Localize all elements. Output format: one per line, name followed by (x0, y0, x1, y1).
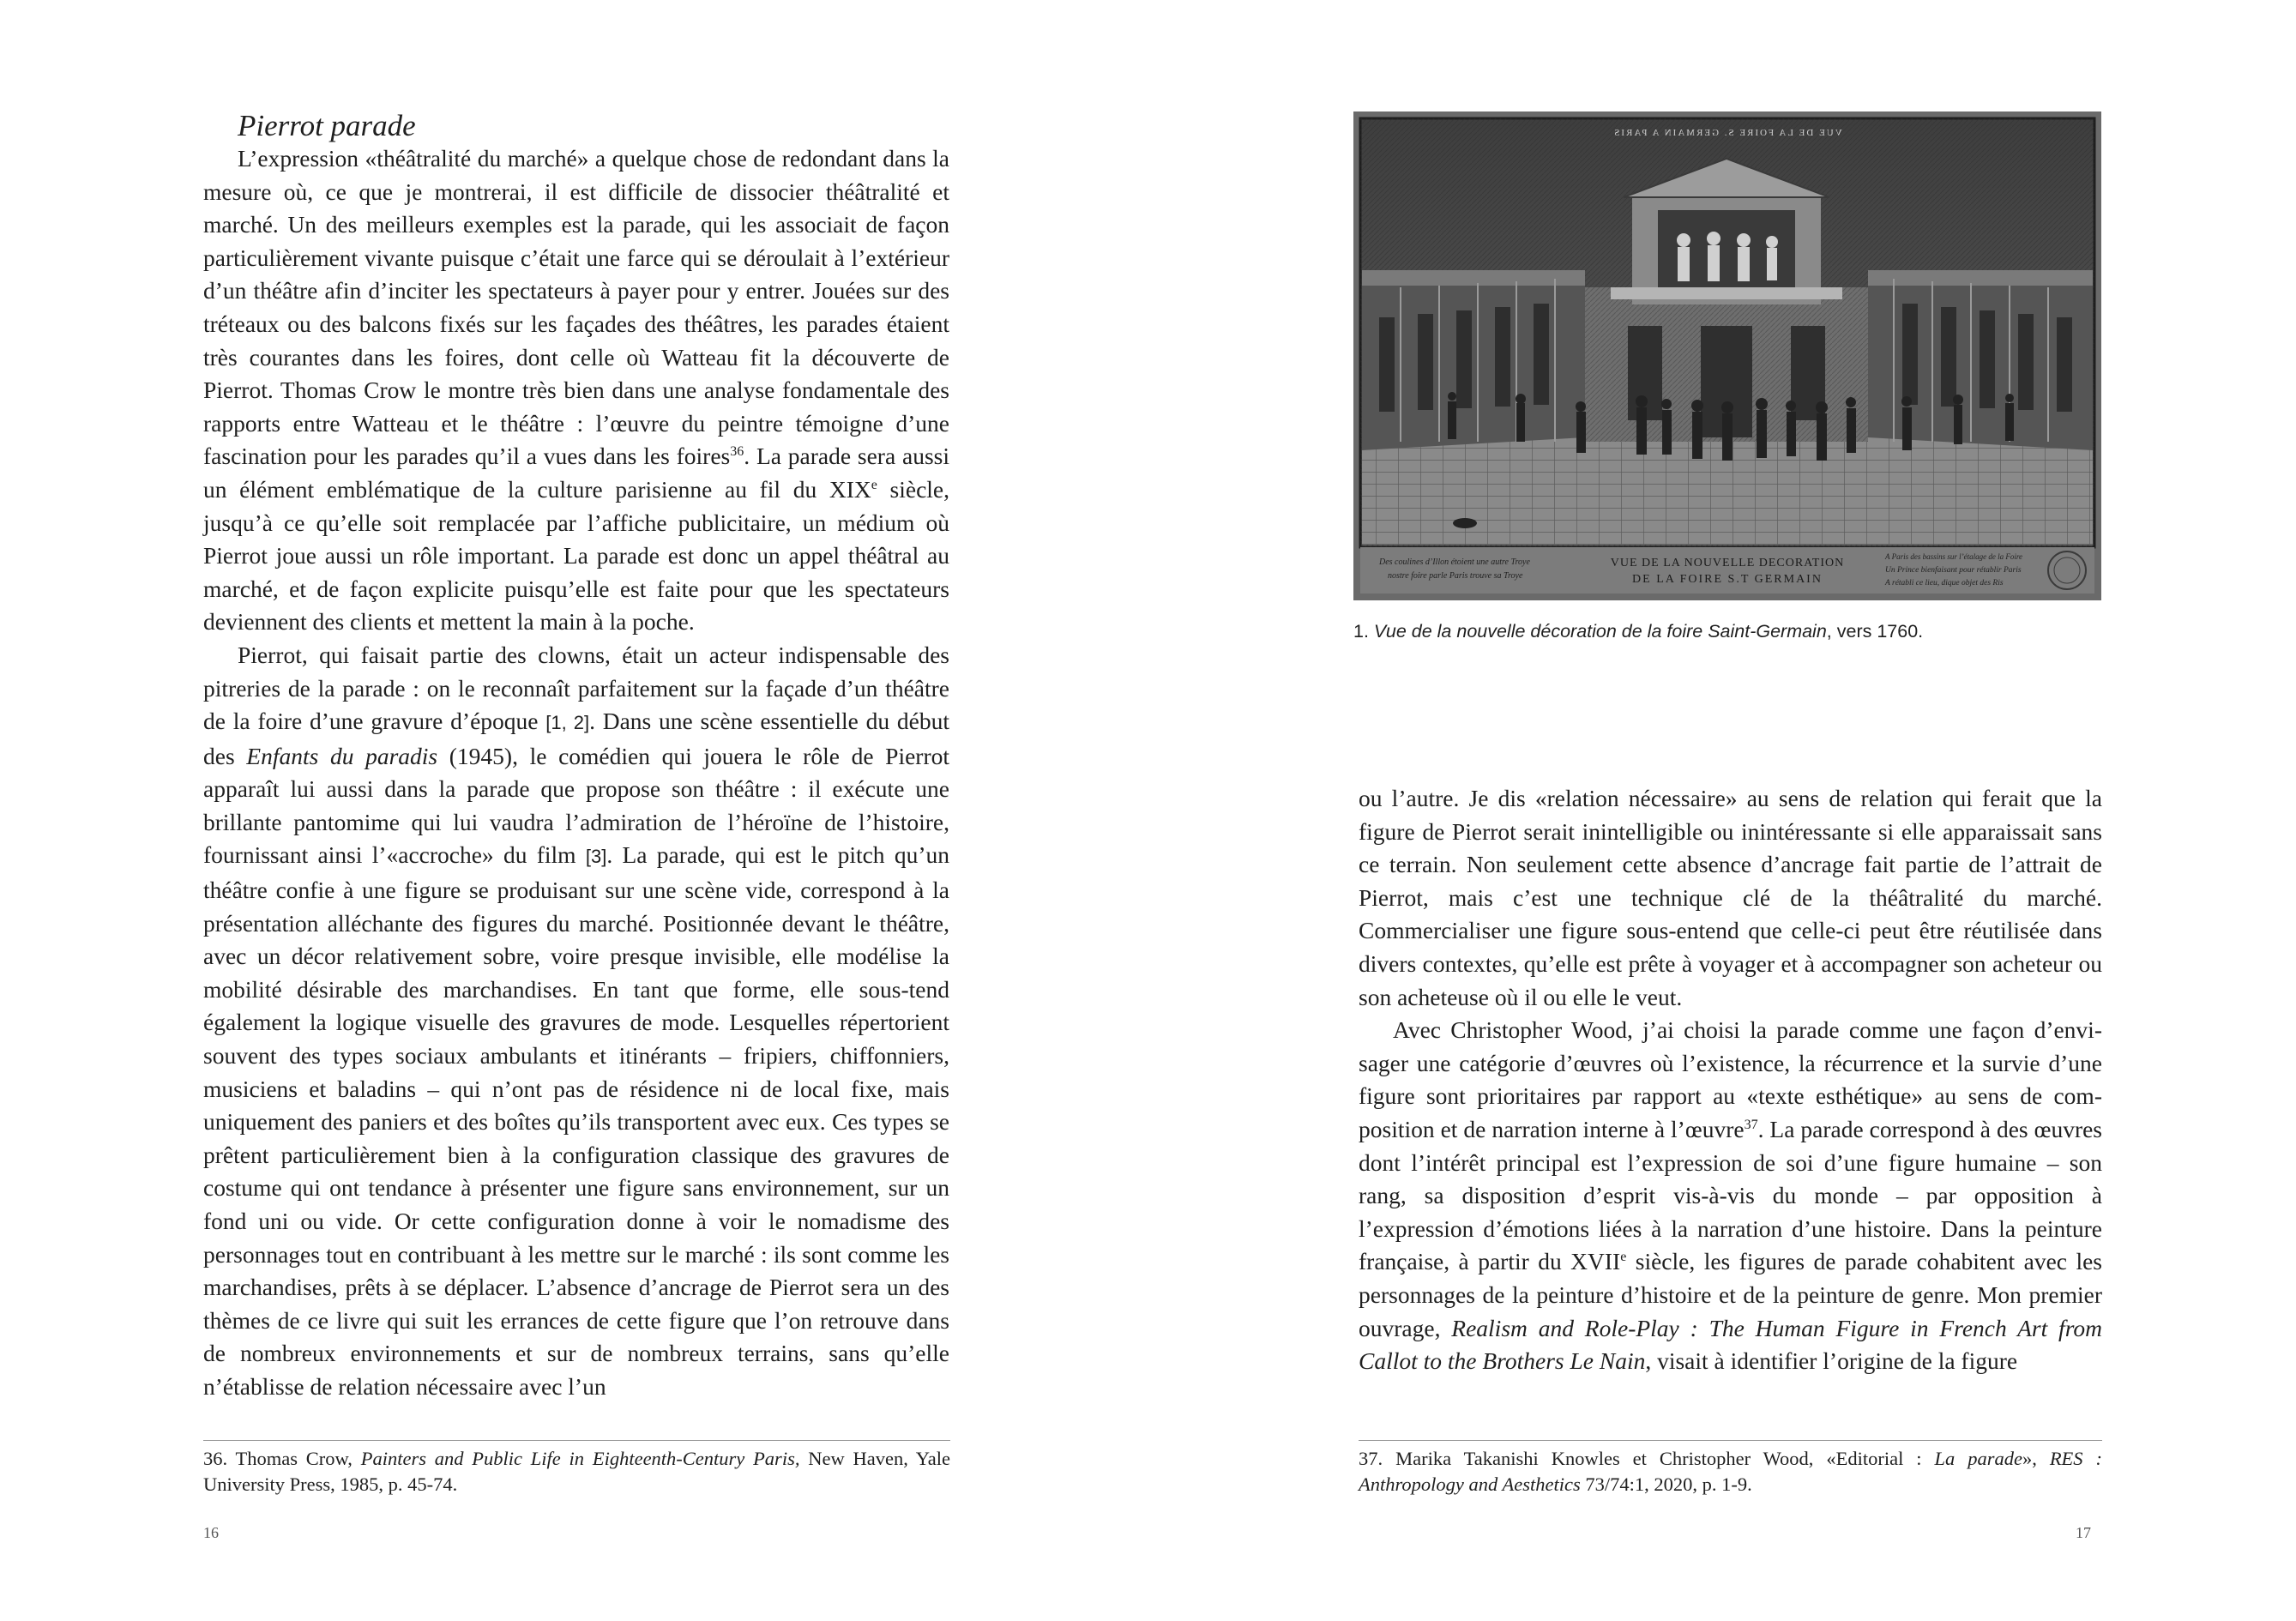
text-segment: . Dans une scène essentielle du début des (203, 708, 950, 769)
text-segment: Realism and Role-Play : The Human Figure in French Art from Callot to the Brothers Le Nain (1359, 1314, 2102, 1375)
text-segment: Avec Christopher Wood, j’ai choisi la parade comme une façon d’envisager une catégorie d’œuvres où l’existence, la récurrence et la survie d’une figure sont prioritaires par rapport au «texte esthétique» au sens de composition et de narration interne à l’œuvre (1359, 1016, 2102, 1142)
footnote-rest: 73/74:1, 2020, p. 1-9. (1585, 1473, 1752, 1495)
plate-title-line2: DE LA FOIRE S.T GERMAIN (1632, 573, 1823, 586)
superscript: e (871, 477, 877, 492)
footnote-rule (203, 1440, 950, 1441)
footnote-rule (1359, 1440, 2102, 1441)
text-segment: . La parade, qui est le pitch qu’un théâtre confie à une figure se produisant sur une scène vide, correspond à la présentation alléchante des figures du marché. Positionnée devant le théâtre, avec un décor relativement sobre, voire presque invisible, elle modélise la mobilité désirable des marchandises. En tant que forme, elle sous-tend également la logique visuelle des gravures de mode. Lesquelles répertorient souvent des types sociaux ambulants et itinérants – fripiers, chiffonniers, musiciens et baladins – qui n’ont pas de résidence ni de local fixe, mais uniquement des paniers et des boîtes qu’ils transportent avec eux. Ces types se prêtent particulièrement bien à la configuration classique des gravures de costume qui ont tendance à présenter une figure sans environnement, sur un fond uni ou vide. Or cette configuration donne à voir le nomadisme des personnages tout en contribuant à les mettre sur le marché : ils sont comme les marchandises, prêts à se déplacer. L’absence d’ancrage de Pierrot sera un des thèmes de ce livre qui suit les errances de cette figure que l’on retrouve dans de nombreux environnements et sur de nombreux terrains, sans qu’elle n’établisse de relation nécessaire avec l’un (203, 841, 949, 1400)
text-segment: , visait à identifier l’origine de la figure (1645, 1347, 2018, 1375)
footnote-37 (1359, 1446, 2102, 1497)
text-segment: Enfants du paradis (246, 742, 438, 769)
plate-verse-right-1: A Paris des bassins sur l’étalage de la Foire (1885, 552, 2022, 561)
left-paragraphs (203, 142, 949, 1404)
text-segment: . La parade sera aussi un élément emblématique de la culture parisienne au fil du XIX (203, 443, 950, 503)
body-paragraph (203, 639, 949, 1404)
plate-verse-left-2: nostre foire parle Paris trouve sa Troye (1388, 571, 1523, 581)
body-paragraph (1359, 1014, 2102, 1378)
footnote-authors: Marika Takanishi Knowles et Christopher Wood, «Editorial : (1395, 1448, 1922, 1469)
text-segment: Pierrot, qui faisait partie des clowns, était un acteur indispensable des pitreries de la parade : on le reconnaît parfaitement sur la façade d’un théâtre de la foire d’une gravure d’époque (203, 641, 949, 735)
text-segment: L’expression «théâtralité du marché» a quelque chose de redondant dans la mesure où, ce que je montrerai, il est difficile de dissocier théâtralité et marché. Un des meilleurs exemples est la parade, qui les associait de façon particulièrement vivante puisque c’était une farce qui se déroulait à l’extérieur d’un théâtre afin d’inciter les spectateurs à payer pour y entrer. Jouées sur des tréteaux ou des balcons fixés sur les façades des théâtres, les parades étaient très courantes dans les foires, dont celle où Watteau fit la découverte de Pierrot. Thomas Crow le montre très bien dans une analyse fondamentale des rapports entre Watteau et le théâtre : l’œuvre du peintre témoigne d’une fascination pour les parades qu’il a vues dans les foires (203, 145, 949, 470)
right-page (1148, 0, 2296, 1621)
right-paragraphs (1359, 782, 2102, 1378)
footnote-title: Painters and Public Life in Eighteenth-Century Paris, (360, 1448, 800, 1469)
text-segment: ou l’autre. Je dis «relation nécessaire» au sens de relation qui ferait que la figure de Pierrot serait inintelligible ou inintéressante si elle apparaissait sans ce terrain. Non seulement cette absence d’ancrage fait partie de l’attrait de Pierrot, mais c’est une technique clé de la théâtralité du marché. Commercialiser une figure sous-entend que celle-ci peut être réutilisée dans divers contextes, qu’elle est prête à voyager et à accompagner son acheteur ou son acheteuse où il ou elle le veut. (1359, 785, 2102, 1010)
plate-verse-right-3: A rétabli ce lieu, dique objet des Ris (1885, 579, 2004, 588)
superscript: 37 (1744, 1117, 1758, 1132)
footnote-mid: », (2022, 1448, 2037, 1469)
footnote-number: 36. (203, 1448, 228, 1469)
body-paragraph (1359, 782, 2102, 1014)
caption-rest: , vers 1760. (1826, 621, 1924, 642)
figure-reference: [1, 2] (545, 712, 590, 734)
caption-number: 1. (1353, 621, 1369, 642)
text-segment: (1945), le comédien qui jouera le rôle de Pierrot apparaît lui aussi dans la parade que propose son théâtre : il exécute une brillante pantomime qui lui vaudra l’admiration de l’héroïne de l’histoire, fournissant ainsi l’«accroche» du film (203, 742, 949, 869)
text-segment: . La parade correspond à des œuvres dont l’intérêt principal est l’expression de soi d’une figure humaine – son rang, sa disposition d’esprit vis-à-vis du monde – par opposition à l’expression d’émotions liées à la narration d’une histoire. Dans la peinture française, à partir du XVII (1359, 1115, 2103, 1275)
plate-top-text: VUE DE LA FOIRE S. GERMAIN A PARIS (1612, 128, 1842, 138)
plate-verse-left-1: Des coulines d’Illon étoient une autre Troye (1379, 557, 1530, 567)
text-segment: siècle, les figures de parade cohabitent avec les personnages de la peinture d’histoire et de la peinture de genre. Mon premier ouvrage, (1359, 1248, 2102, 1341)
engraving-image (1353, 111, 2101, 600)
footnote-rest: New Haven, Yale University Press, 1985, p. 45-74. (203, 1448, 951, 1495)
superscript: e (1620, 1250, 1627, 1265)
caption-title: Vue de la nouvelle décoration de la foire Saint-Germain (1373, 621, 1827, 642)
footnote-journal: RES : Anthropology and Aesthetics (1359, 1448, 2102, 1495)
footnote-number: 37. (1359, 1448, 1383, 1469)
left-text-column (203, 110, 949, 1404)
section-heading: Pierrot parade (238, 109, 416, 142)
superscript: 36 (730, 444, 744, 460)
figure-reference: [3] (585, 846, 607, 868)
plate-title-line1: VUE DE LA NOUVELLE DECORATION (1610, 557, 1845, 569)
footnote-title: La parade (1934, 1448, 2022, 1469)
right-text-column (1359, 782, 2102, 1378)
plate-verse-right-2: Un Prince bienfaisant pour rétablir Paris (1885, 566, 2022, 575)
figure-caption (1353, 619, 2101, 643)
text-segment: siècle, jusqu’à ce qu’elle soit remplacée par l’affiche publicitaire, un médium où Pierrot joue aussi un rôle important. La parade est donc un appel théâtral au marché, et de façon explicite puisqu’elle est faite pour que les spectateurs deviennent des clients et mettent la main à la poche. (203, 475, 950, 636)
footnote-author: Thomas Crow, (235, 1448, 353, 1469)
figure-engraving (1353, 111, 2101, 600)
body-paragraph (203, 142, 949, 639)
footnote-36 (203, 1446, 950, 1497)
page-number: 17 (2076, 1524, 2091, 1541)
page-number: 16 (203, 1524, 219, 1541)
